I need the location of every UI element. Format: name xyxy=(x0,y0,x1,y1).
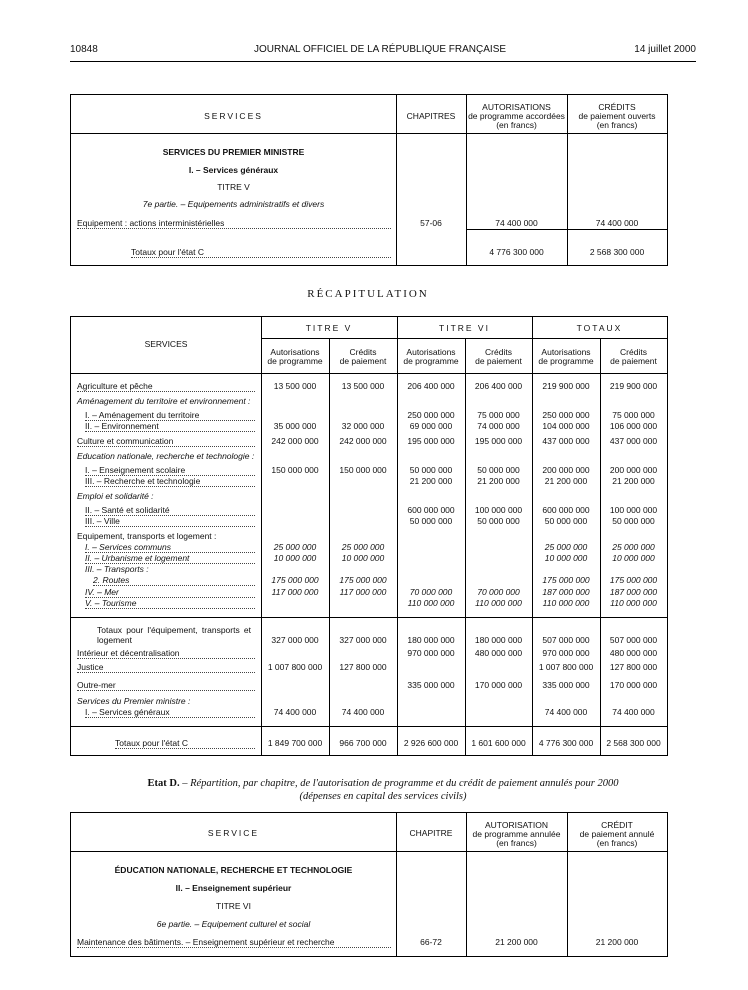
recap-cell: 335 000 000 xyxy=(542,680,590,690)
col-ap-titre-v: Autorisations xyxy=(270,347,320,357)
recap-row-label: I. – Aménagement du territoire xyxy=(85,410,255,421)
recap-cell: 480 000 000 xyxy=(609,648,658,658)
recap-row-label: III. – Transports : xyxy=(85,564,149,574)
recap-cell: 242 000 000 xyxy=(271,436,319,446)
recap-cell: 21 200 000 xyxy=(544,476,588,486)
recap-cell: 219 900 000 xyxy=(542,381,590,391)
recap-cell: 600 000 000 xyxy=(542,505,590,515)
recap-row-label: IV. – Mer xyxy=(85,587,255,598)
recap-cell: 480 000 000 xyxy=(474,648,523,658)
col-header-credit-3: (en francs) xyxy=(596,838,638,848)
recap-cell: 74 000 000 xyxy=(477,421,520,431)
recap-row-label: Totaux pour l'état C xyxy=(115,738,255,749)
recap-cell: 70 000 000 xyxy=(477,587,520,597)
recap-cell: 200 000 000 xyxy=(542,465,590,475)
recap-cell: 100 000 000 xyxy=(609,505,658,515)
recap-cell: 600 000 000 xyxy=(407,505,455,515)
recap-cell: 10 000 000 xyxy=(612,553,655,563)
recap-cell: 10 000 000 xyxy=(273,553,317,563)
recap-row-label: Agriculture et pêche xyxy=(77,381,255,392)
recap-cell: 1 601 600 000 xyxy=(471,738,526,748)
recap-cell: 206 400 000 xyxy=(407,381,455,391)
recap-cell: 50 000 000 xyxy=(477,465,520,475)
line-ap: 21 200 000 xyxy=(495,937,538,947)
recap-cell: 13 500 000 xyxy=(273,381,317,391)
recap-cell: 1 007 800 000 xyxy=(267,662,323,672)
recap-cell: 104 000 000 xyxy=(542,421,590,431)
recap-cell: 21 200 000 xyxy=(477,476,520,486)
recap-cell: 335 000 000 xyxy=(407,680,455,690)
group-totaux: TOTAUX xyxy=(576,323,623,333)
recap-cell: 25 000 000 xyxy=(612,542,655,552)
recap-cell: 966 700 000 xyxy=(339,738,387,748)
col-header-service: SERVICE xyxy=(207,828,260,838)
recap-cell: 195 000 000 xyxy=(407,436,455,446)
recap-row-label: I. – Services communs xyxy=(85,542,255,553)
recap-row-label: 2. Routes xyxy=(93,575,255,586)
col-cp-titre-v: Crédits xyxy=(349,347,377,357)
recap-cell: 74 400 000 xyxy=(544,707,588,717)
line-label: Maintenance des bâtiments. – Enseignement supérieur et recherche xyxy=(77,937,391,948)
col-header-autorisations-2: de programme accordées xyxy=(468,111,565,121)
recap-cell: 250 000 000 xyxy=(542,410,590,420)
recap-cell: 175 000 000 xyxy=(542,575,590,585)
col-header-autorisations-3: (en francs) xyxy=(496,120,537,130)
etat-d-title xyxy=(70,778,696,789)
recap-cell: 25 000 000 xyxy=(341,542,385,552)
recap-cell: 195 000 000 xyxy=(474,436,523,446)
recap-cell: 180 000 000 xyxy=(407,635,455,645)
recap-cell: 175 000 000 xyxy=(271,575,319,585)
recap-cell: 21 200 000 xyxy=(409,476,453,486)
recap-cell: 250 000 000 xyxy=(407,410,455,420)
recap-cell: 50 000 000 xyxy=(544,516,588,526)
recap-cell: 200 000 000 xyxy=(609,465,658,475)
recap-cell: 150 000 000 xyxy=(271,465,319,475)
recap-cell: 74 400 000 xyxy=(273,707,317,717)
titre-label: TITRE V xyxy=(217,182,250,192)
col-header-chapitre: CHAPITRE xyxy=(409,828,453,838)
col-cp-titre-vi-2: de paiement xyxy=(475,356,522,366)
recap-cell: 21 200 000 xyxy=(612,476,655,486)
recap-cell: 69 000 000 xyxy=(409,421,453,431)
section-title: ÉDUCATION NATIONALE, RECHERCHE ET TECHNOLOGIE xyxy=(114,865,353,875)
recap-cell: 35 000 000 xyxy=(273,421,317,431)
col-ap-titre-v-2: de programme xyxy=(267,356,323,366)
recap-cell: 180 000 000 xyxy=(474,635,523,645)
recap-cell: 10 000 000 xyxy=(544,553,588,563)
col-cp-totaux-2: de paiement xyxy=(610,356,657,366)
etat-d-label: Etat D. xyxy=(147,778,180,789)
recap-cell: 50 000 000 xyxy=(409,516,453,526)
line-cp: 74 400 000 xyxy=(595,218,639,228)
col-header-credit: CRÉDIT xyxy=(601,820,633,830)
recap-cell: 74 400 000 xyxy=(341,707,385,717)
recap-cell: 970 000 000 xyxy=(542,648,590,658)
recap-cell: 127 800 000 xyxy=(339,662,387,672)
recap-row-label: V. – Tourisme xyxy=(85,598,255,609)
recap-row-label: Emploi et solidarité : xyxy=(77,491,154,501)
recap-cell: 70 000 000 xyxy=(409,587,453,597)
recap-row-label: II. – Santé et solidarité xyxy=(85,505,255,516)
recap-row-label: I. – Enseignement scolaire xyxy=(85,465,255,476)
recap-cell: 25 000 000 xyxy=(544,542,588,552)
col-header-services: SERVICES xyxy=(204,111,263,121)
recap-cell: 117 000 000 xyxy=(339,587,387,597)
totals-cp: 2 568 300 000 xyxy=(589,247,645,257)
col-header-credits: CRÉDITS xyxy=(598,102,636,112)
recap-cell: 74 400 000 xyxy=(612,707,655,717)
recap-cell: 437 000 000 xyxy=(542,436,590,446)
recap-cell: 175 000 000 xyxy=(609,575,658,585)
recap-title: RÉCAPITULATION xyxy=(307,288,429,300)
col-cp-titre-v-2: de paiement xyxy=(339,356,387,366)
recap-row-label: Equipement, transports et logement : xyxy=(77,531,217,541)
col-header-autorisation-3: (en francs) xyxy=(496,838,537,848)
recap-cell: 170 000 000 xyxy=(609,680,658,690)
col-header-autorisations: AUTORISATIONS xyxy=(482,102,551,112)
recap-cell: 50 000 000 xyxy=(409,465,453,475)
recap-cell: 25 000 000 xyxy=(273,542,317,552)
recap-row-label: III. – Recherche et technologie xyxy=(85,476,255,487)
recap-cell: 4 776 300 000 xyxy=(538,738,594,748)
col-header-credits-3: (en francs) xyxy=(596,120,638,130)
recap-cell: 117 000 000 xyxy=(271,587,319,597)
partie-label: 7e partie. – Equipements administratifs et divers xyxy=(142,199,325,209)
etat-d-description: – Répartition, par chapitre, de l'autorisation de programme et du crédit de paiement annulés pour 2000 xyxy=(182,778,619,789)
recap-cell: 110 000 000 xyxy=(407,598,455,608)
recap-cell: 187 000 000 xyxy=(609,587,658,597)
recap-row-label: Intérieur et décentralisation xyxy=(77,648,255,659)
subsection-title: I. – Services généraux xyxy=(188,165,279,175)
col-ap-titre-vi-2: de programme xyxy=(403,356,459,366)
line-ap: 74 400 000 xyxy=(495,218,538,228)
recap-row-label: Services du Premier ministre : xyxy=(77,696,191,706)
partie-label: 6e partie. – Equipement culturel et social xyxy=(156,919,311,929)
publication-date: 14 juillet 2000 xyxy=(634,44,696,55)
header-rule xyxy=(70,61,696,62)
col-ap-totaux: Autorisations xyxy=(541,347,591,357)
recap-row-label: II. – Urbanisme et logement xyxy=(85,553,255,564)
recap-cell: 106 000 000 xyxy=(609,421,658,431)
recap-cell: 150 000 000 xyxy=(339,465,387,475)
recap-cell: 50 000 000 xyxy=(477,516,520,526)
line-chapitre: 66-72 xyxy=(420,937,442,947)
col-header-chapitres: CHAPITRES xyxy=(406,111,456,121)
recap-cell: 242 000 000 xyxy=(339,436,387,446)
recap-cell: 100 000 000 xyxy=(474,505,523,515)
recap-cell: 2 926 600 000 xyxy=(403,738,459,748)
recap-row-label: Justice xyxy=(77,662,255,673)
recap-cell: 10 000 000 xyxy=(341,553,385,563)
recap-row-label: Education nationale, recherche et technologie : xyxy=(77,451,255,461)
recap-cell: 50 000 000 xyxy=(612,516,655,526)
col-cp-totaux: Crédits xyxy=(620,347,647,357)
recap-cell: 2 568 300 000 xyxy=(606,738,661,748)
recap-cell: 110 000 000 xyxy=(542,598,590,608)
table-etat-d xyxy=(70,812,668,957)
recap-cell: 327 000 000 xyxy=(339,635,387,645)
recap-cell: 507 000 000 xyxy=(542,635,590,645)
line-chapitre: 57-06 xyxy=(420,218,442,228)
recap-cell: 75 000 000 xyxy=(477,410,520,420)
journal-title: JOURNAL OFFICIEL DE LA RÉPUBLIQUE FRANÇAISE xyxy=(253,44,507,55)
recap-row-label: Totaux pour l'équipement, transports et logement xyxy=(97,625,251,645)
totals-ap: 4 776 300 000 xyxy=(489,247,544,257)
recap-col-services: SERVICES xyxy=(144,339,188,349)
section-title: SERVICES DU PREMIER MINISTRE xyxy=(162,147,305,157)
recap-cell: 170 000 000 xyxy=(474,680,523,690)
recap-cell: 127 800 000 xyxy=(609,662,658,672)
recap-row-label: Aménagement du territoire et environnement : xyxy=(77,396,251,406)
recap-cell: 970 000 000 xyxy=(407,648,455,658)
recap-cell: 327 000 000 xyxy=(271,635,319,645)
recap-row-label: I. – Services généraux xyxy=(85,707,255,718)
recap-cell: 75 000 000 xyxy=(612,410,655,420)
col-header-autorisation-2: de programme annulée xyxy=(472,829,561,839)
recap-cell: 507 000 000 xyxy=(609,635,658,645)
table-etat-c xyxy=(70,94,668,266)
recap-cell: 1 849 700 000 xyxy=(267,738,323,748)
page-number: 10848 xyxy=(70,44,98,55)
recap-cell: 175 000 000 xyxy=(339,575,387,585)
recap-row-label: II. – Environnement xyxy=(85,421,255,432)
recap-cell: 187 000 000 xyxy=(542,587,590,597)
line-label: Equipement : actions interministérielles xyxy=(77,218,391,229)
group-titre-vi: TITRE VI xyxy=(439,323,490,333)
col-header-credit-2: de paiement annulé xyxy=(579,829,655,839)
titre-label: TITRE VI xyxy=(216,901,251,911)
col-ap-totaux-2: de programme xyxy=(538,356,594,366)
col-header-autorisation: AUTORISATION xyxy=(485,820,548,830)
line-cp: 21 200 000 xyxy=(595,937,639,947)
recap-table xyxy=(70,316,668,756)
col-header-credits-2: de paiement ouverts xyxy=(578,111,656,121)
recap-row-label: Culture et communication xyxy=(77,436,255,447)
recap-cell: 110 000 000 xyxy=(475,598,522,608)
col-ap-titre-vi: Autorisations xyxy=(406,347,456,357)
col-cp-titre-vi: Crédits xyxy=(485,347,512,357)
recap-cell: 437 000 000 xyxy=(609,436,658,446)
recap-row-label: Outre-mer xyxy=(77,680,255,691)
recap-cell: 13 500 000 xyxy=(341,381,385,391)
recap-row-label: III. – Ville xyxy=(85,516,255,527)
totals-label: Totaux pour l'état C xyxy=(131,247,391,258)
recap-cell: 1 007 800 000 xyxy=(538,662,594,672)
recap-cell: 32 000 000 xyxy=(341,421,385,431)
group-titre-v: TITRE V xyxy=(305,323,353,333)
recap-cell: 206 400 000 xyxy=(474,381,523,391)
subsection-title: II. – Enseignement supérieur xyxy=(175,883,292,893)
etat-d-subtitle: (dépenses en capital des services civils) xyxy=(299,791,467,802)
recap-cell: 110 000 000 xyxy=(610,598,657,608)
recap-cell: 219 900 000 xyxy=(609,381,658,391)
